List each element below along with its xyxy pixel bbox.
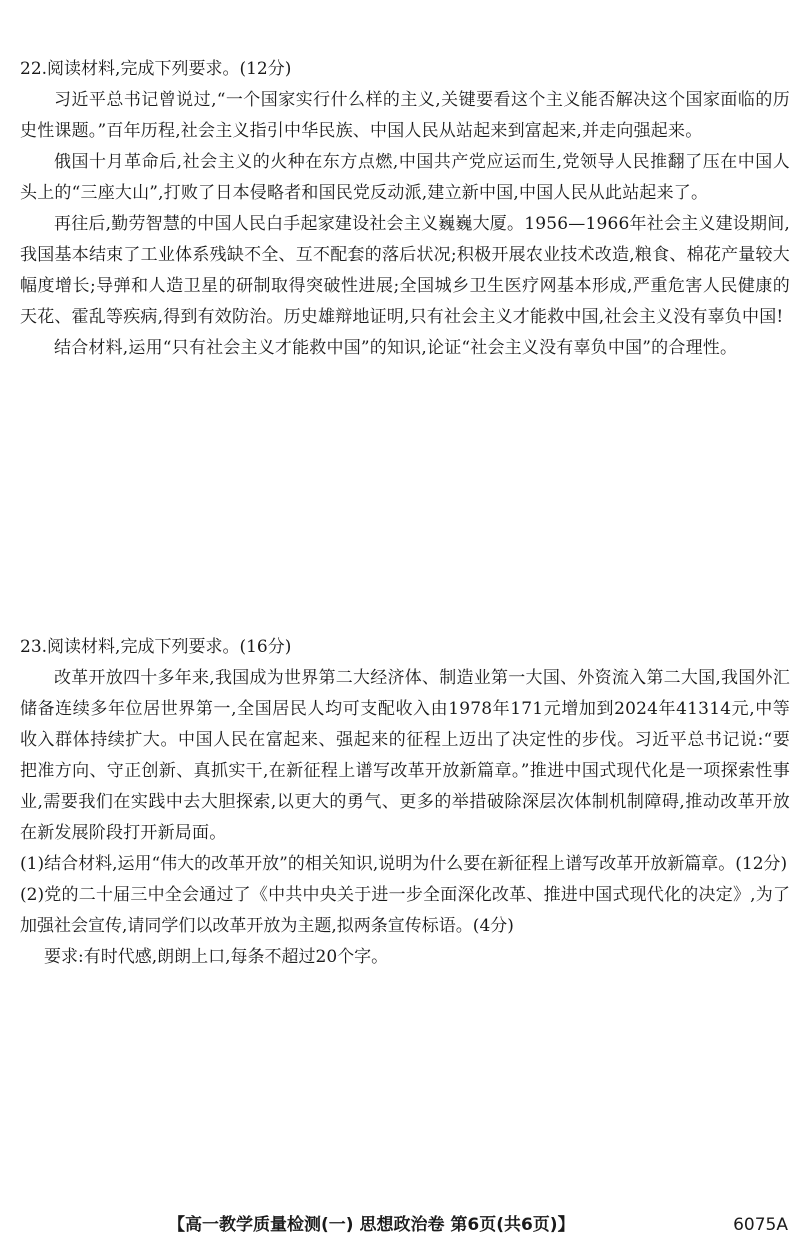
question-22-paragraph-2: 俄国十月革命后,社会主义的火种在东方点燃,中国共产党应运而生,党领导人民推翻了压在中国人头上的“三座大山”,打败了日本侵略者和国民党反动派,建立新中国,中国人民从此站起来了。	[20, 152, 790, 203]
question-22-paragraph-1: 习近平总书记曾说过,“一个国家实行什么样的主义,关键要看这个主义能否解决这个国家面临的历史性课题。”百年历程,社会主义指引中华民族、中国人民从站起来到富起来,并走向强起来。	[20, 90, 790, 141]
question-23-title: 23.阅读材料,完成下列要求。(16分)	[20, 637, 292, 657]
question-22-task: 结合材料,运用“只有社会主义才能救中国”的知识,论证“社会主义没有辜负中国”的合理性。	[54, 338, 738, 358]
question-23-subquestion-2: (2)党的二十届三中全会通过了《中共中央关于进一步全面深化改革、推进中国式现代化的决定》,为了加强社会宣传,请同学们以改革开放为主题,拟两条宣传标语。(4分)	[20, 885, 790, 936]
question-23	[20, 632, 790, 973]
question-23-requirement: 要求:有时代感,朗朗上口,每条不超过20个字。	[44, 947, 389, 967]
footer-exam-info: 【高一教学质量检测(一) 思想政治卷 第6页(共6页)】	[168, 1215, 575, 1235]
question-22-title: 22.阅读材料,完成下列要求。(12分)	[20, 59, 292, 79]
page-footer	[0, 1210, 800, 1244]
question-22-paragraph-3: 再往后,勤劳智慧的中国人民白手起家建设社会主义巍巍大厦。1956—1966年社会主义建设期间,我国基本结束了工业体系残缺不全、互不配套的落后状况;积极开展农业技术改造,粮食、棉花产量较大幅度增长;导弹和人造卫星的研制取得突破性进展;全国城乡卫生医疗网基本形成,严重危害人民健康的天花、霍乱等疾病,得到有效防治。历史雄辩地证明,只有社会主义才能救中国,社会主义没有辜负中国!	[20, 214, 790, 327]
question-22	[20, 54, 790, 364]
question-23-material: 改革开放四十多年来,我国成为世界第二大经济体、制造业第一大国、外资流入第二大国,我国外汇储备连续多年位居世界第一,全国居民人均可支配收入由1978年171元增加到2024年41314元,中等收入群体持续扩大。中国人民在富起来、强起来的征程上迈出了决定性的步伐。习近平总书记说:“要把准方向、守正创新、真抓实干,在新征程上谱写改革开放新篇章。”推进中国式现代化是一项探索性事业,需要我们在实践中去大胆探索,以更大的勇气、更多的举措破除深层次体制机制障碍,推动改革开放在新发展阶段打开新局面。	[20, 668, 790, 843]
question-23-subquestion-1: (1)结合材料,运用“伟大的改革开放”的相关知识,说明为什么要在新征程上谱写改革开放新篇章。(12分)	[20, 854, 788, 874]
footer-paper-code: 6075A	[733, 1215, 788, 1235]
